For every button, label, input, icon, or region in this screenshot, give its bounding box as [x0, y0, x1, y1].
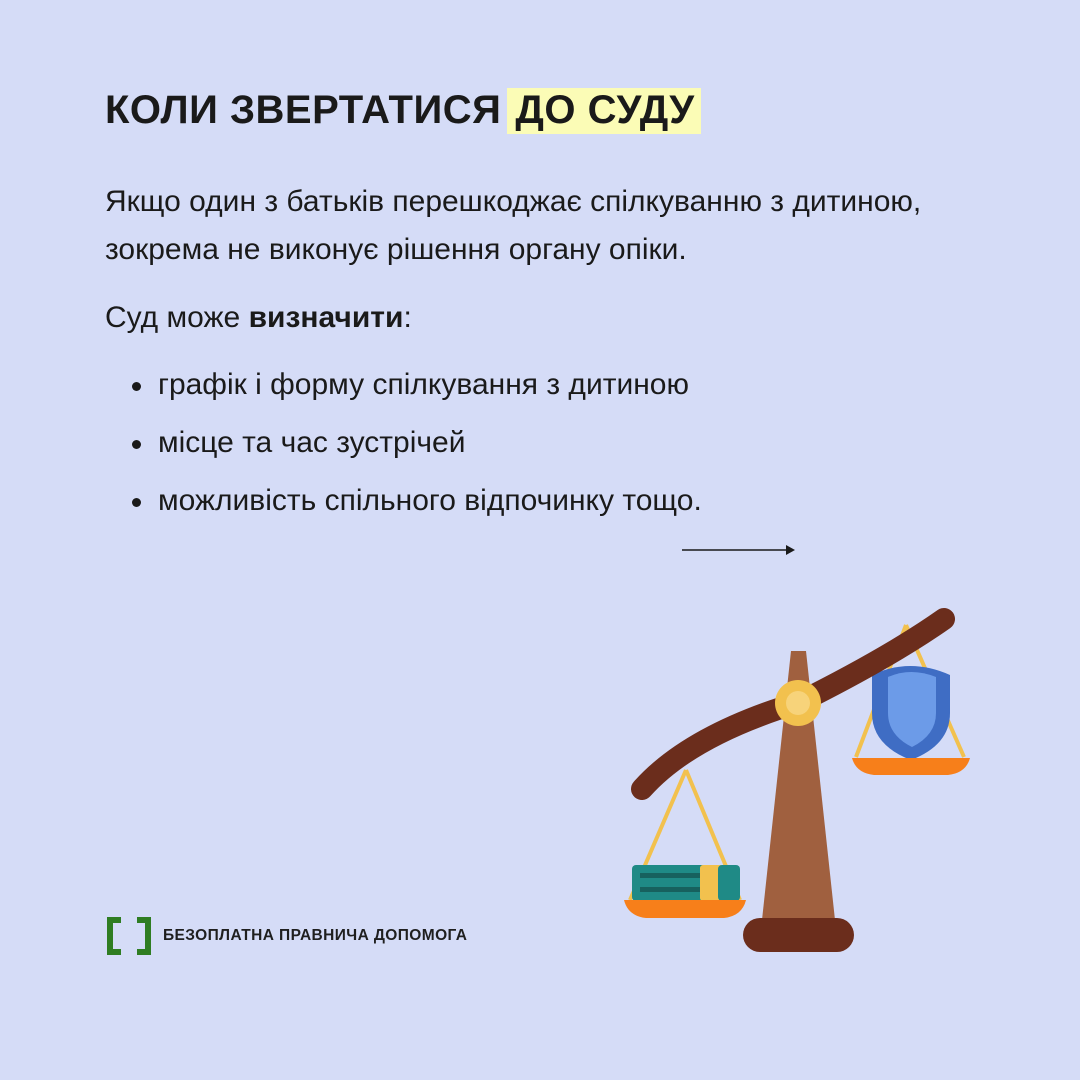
- title-main: КОЛИ ЗВЕРТАТИСЯ: [105, 88, 502, 132]
- list-item: [130, 478, 702, 536]
- bullet-list: [130, 362, 702, 536]
- logo: [107, 917, 467, 955]
- list-item: [130, 420, 702, 478]
- page-title: [105, 86, 701, 134]
- bullet-dot-icon: [132, 382, 141, 391]
- lead-text: [105, 296, 412, 340]
- scales-of-justice-icon: [600, 595, 980, 965]
- bracket-logo-icon: [107, 917, 151, 955]
- bullet-dot-icon: [132, 440, 141, 449]
- list-item: [130, 362, 702, 420]
- logo-text: БЕЗОПЛАТНА ПРАВНИЧА ДОПОМОГА: [163, 927, 468, 944]
- title-highlight: ДО СУДУ: [507, 88, 700, 134]
- list-item-text: графік і форму спілкування з дитиною: [158, 368, 689, 401]
- lead-suffix: :: [403, 301, 412, 334]
- bullet-dot-icon: [132, 498, 141, 507]
- arrow-right-icon: [680, 540, 800, 560]
- lead-bold: визначити: [248, 301, 404, 334]
- list-item-text: можливість спільного відпочинку тощо.: [158, 484, 702, 517]
- intro-text: Якщо один з батьків перешкоджає спілкуванню з дитиною, зокрема не виконує рішення органу опіки.: [105, 185, 922, 266]
- list-item-text: місце та час зустрічей: [158, 426, 466, 459]
- lead-prefix: Суд може: [105, 301, 249, 334]
